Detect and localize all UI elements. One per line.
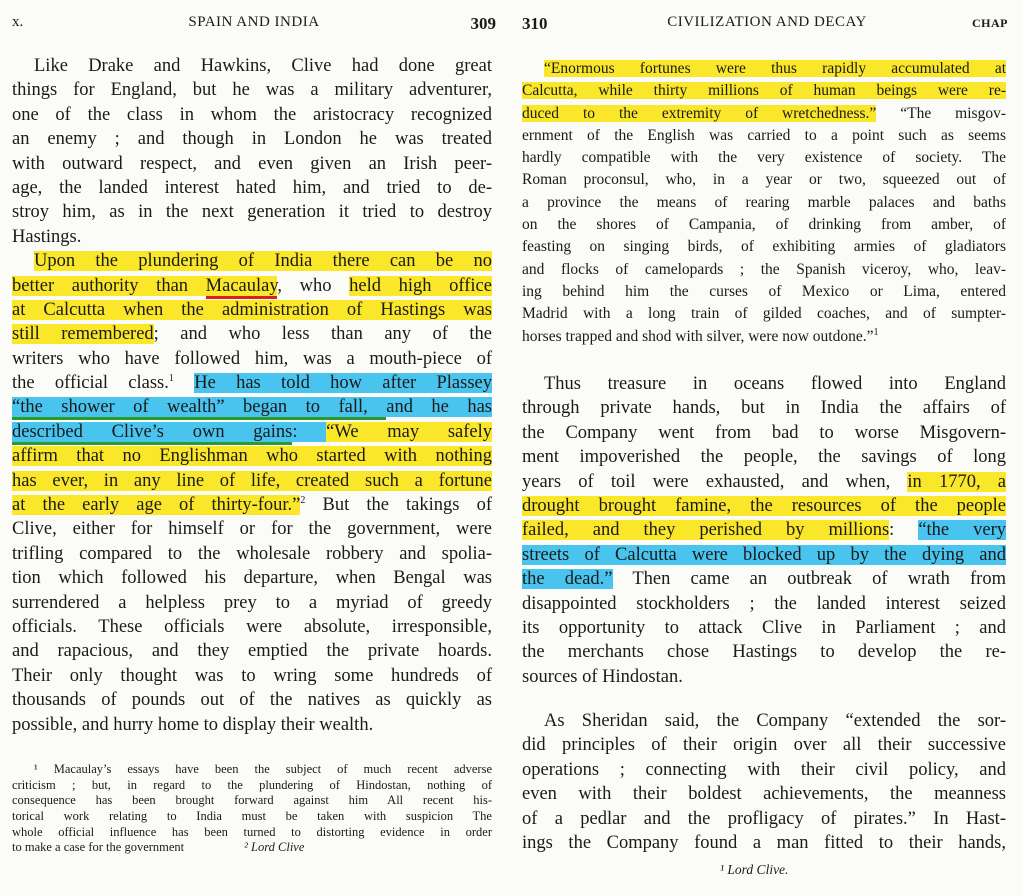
right-page [510,0,1022,896]
quote-line: feasting on singing birds, of exhibiting armies of gladiators [522,238,1006,256]
yellow-highlight: has ever, in any line of life, created such a fortune [12,470,492,491]
quote-line: on the shores of Campania, of drinking from amber, of [522,216,1006,234]
footnote-2: ² Lord Clive [244,840,305,855]
yellow-highlight: “We may safely [326,421,492,442]
yellow-highlight: still remembered [12,324,154,345]
quote-line: Roman proconsul, who, in a year or two, squeezed out of [522,171,1006,189]
text-run [174,373,194,393]
text-line [12,420,492,444]
text-line: ings the Company found a man fitted to their hands, [522,833,1006,854]
text-line: As Sheridan said, the Company “extended the sor- [544,711,1006,732]
running-title: CIVILIZATION AND DECAY [667,14,867,30]
yellow-highlight: drought brought famine, the resources of the people [522,495,1006,516]
paragraph-clive [12,54,492,249]
yellow-highlight: “Enormous fortunes were thus rapidly accumulated at [544,60,1006,77]
text-line [522,543,1006,567]
footnote-line [12,840,492,856]
yellow-highlight: Upon the plundering of India there can be no [34,251,492,272]
text-line: Their only thought was to wring some hundreds of [12,665,492,686]
text-line: disappointed stockholders ; the landed interest seized [522,593,1006,614]
footnote-line: criticism ; but, in regard to the plundering of Hindostan, nothing of [12,777,492,792]
text-line [12,469,492,493]
quote-line [522,326,1006,348]
yellow-highlight: duced to the extremity of wretchedness.” [522,104,877,122]
footnote-line: consequence has been brought forward against him All recent his- [12,793,492,808]
text-line: its opportunity to attack Clive in Parliament ; and [522,617,1006,638]
text-line [12,395,492,419]
text-line: stroy him, as in the next generation it tried to destroy [12,202,492,223]
text-run: : [292,421,327,442]
text-run: and he has [386,397,492,418]
footnote-line: torical work relating to India must be taken with suspicion The [12,809,492,824]
text-run: But the takings of [305,495,492,516]
text-line: trifling compared to the wholesale robbery and spolia- [12,543,492,564]
text-line: sources of Hindostan. [522,666,683,687]
text-line [522,567,1006,591]
footnote-ref: 1 [168,372,174,384]
blue-highlight [12,422,326,442]
text-line [12,249,492,273]
text-line: age, the landed interest hated him, and tried to de- [12,177,492,198]
text-run: , who [277,275,350,296]
text-line [12,444,492,468]
chapter-number: x. [12,14,24,30]
text-line: and rapacious, and they emptied the private hoards. [12,641,492,662]
quote-line: a province the means of rearing marble palaces and baths [522,193,1006,211]
text-line: surrendered a helpless prey to a myriad of greedy [12,592,492,613]
left-footnote [12,762,492,856]
page-number: 310 [522,14,548,33]
text-run: Then came an outbreak of wrath from [612,569,1006,590]
chapter-abbrev: CHAP [972,16,1008,30]
quote-block [522,58,1006,348]
text-line [522,470,1006,494]
text-line: Clive, either for himself or for the government, were [12,519,492,540]
blue-highlight: the dead.” [522,569,613,590]
quote-line: hardly compatible with the very existence of society. The [522,149,1006,167]
yellow-highlight: at Calcutta when the administration of Hastings was [12,299,492,320]
quote-line [522,80,1006,102]
yellow-highlight: failed, and they perished by millions [522,520,890,541]
text-line: writers who have followed him, was a mouth-piece of [12,348,492,369]
green-underline: described Clive’s own gains [12,422,292,445]
blue-highlight: “the very [918,520,1007,541]
right-body-text [522,372,1006,855]
blue-highlight [12,397,492,417]
left-body-text [12,54,492,737]
text-line: operations ; connecting with their civil policy, and [522,759,1006,780]
yellow-highlight: held high office [349,275,492,296]
text-line: officials. These officials were absolute, irresponsible, [12,616,492,637]
text-line: the Company went from bad to worse Misgovern- [522,422,1006,443]
quote-line: Madrid with a long train of gilded coaches, and of sumpter- [522,305,1006,323]
yellow-highlight: in 1770, a [907,471,1006,492]
text-line: Hastings. [12,226,82,247]
quote-line: ing behind him the curses of Mexico or Lima, entered [522,282,1006,300]
paragraph-treasure [522,372,1006,689]
yellow-highlight [12,276,277,296]
text-line: of a pedlar and the profligacy of pirates.” In Hast- [522,808,1006,829]
right-footnote [720,862,788,878]
quote-line [522,58,1006,80]
red-underline-macaulay: Macaulay [206,276,278,299]
text-line: one of the class in whom the aristocracy recognized [12,104,492,125]
text-line: an enemy ; and though in London he was treated [12,129,492,150]
text-line: possible, and hurry home to display their wealth. [12,714,374,735]
text-run: “The misgov- [876,104,1006,122]
text-run: : [889,520,919,541]
footnote-1: ¹ Lord Clive. [720,862,789,877]
text-line [12,371,492,395]
running-title: SPAIN AND INDIA [188,14,320,30]
left-page [0,0,506,896]
text-line: even with their boldest achievements, the meanness [522,784,1006,805]
text-line: with outward respect, and even given an Irish peer- [12,153,492,174]
right-running-header [522,14,1012,38]
quote-line: and flocks of camelopards ; the Spanish viceroy, who, leav- [522,260,1006,278]
yellow-highlight: at the early age of thirty-four.” [12,495,301,516]
quote-line [522,103,1006,125]
blue-highlight: He has told how after Plassey [194,373,492,394]
page-number: 309 [470,14,496,33]
text-line: the merchants chose Hastings to develop the re- [522,642,1006,663]
text-line [12,493,492,517]
text-line: Like Drake and Hawkins, Clive had done great [34,56,492,76]
text-run: better authority than [12,275,206,296]
blue-highlight: streets of Calcutta were blocked up by the dying and [522,544,1006,565]
footnote-ref: 1 [873,326,879,338]
text-line: through private hands, but in India the affairs of [522,398,1006,419]
text-line [522,494,1006,518]
text-line: ment impoverished the people, the savings of long [522,447,1006,468]
text-run: the official class. [12,373,169,394]
paragraph-plundering [12,249,492,737]
text-run: years of toil were exhausted, and when, [522,471,908,492]
text-line: thousands of pounds out of the natives as quickly as [12,690,492,711]
text-run: ; and who less than any of the [153,324,492,345]
footnote-line: whole official influence has been turned to distorting evidence in order [12,824,492,839]
text-line [12,322,492,346]
yellow-highlight: affirm that no Englishman who started with nothing [12,446,492,467]
paragraph-sheridan [522,709,1006,855]
left-running-header [12,14,496,38]
footnote-line: ¹ Macaulay’s essays have been the subject of much recent adverse [34,762,492,776]
text-line: things for England, but he was a military adventurer, [12,80,492,101]
text-line: tion which followed his departure, when Bengal was [12,568,492,589]
text-line [12,298,492,322]
text-run: to make a case for the government [12,840,185,855]
text-line: Thus treasure in oceans flowed into England [544,374,1006,394]
text-run: horses trapped and shod with silver, were now outdone.” [522,327,874,345]
green-underline: “the shower of wealth” began to fall, [12,397,386,420]
quote-line: ernment of the English was carried to a point such as seems [522,126,1006,144]
text-line [12,274,492,298]
text-line [522,518,1006,542]
text-line: did principles of their origin over all their successive [522,735,1006,756]
footnote-ref: 2 [300,494,306,506]
yellow-highlight: Calcutta, while thirty millions of human beings were re- [522,82,1006,100]
